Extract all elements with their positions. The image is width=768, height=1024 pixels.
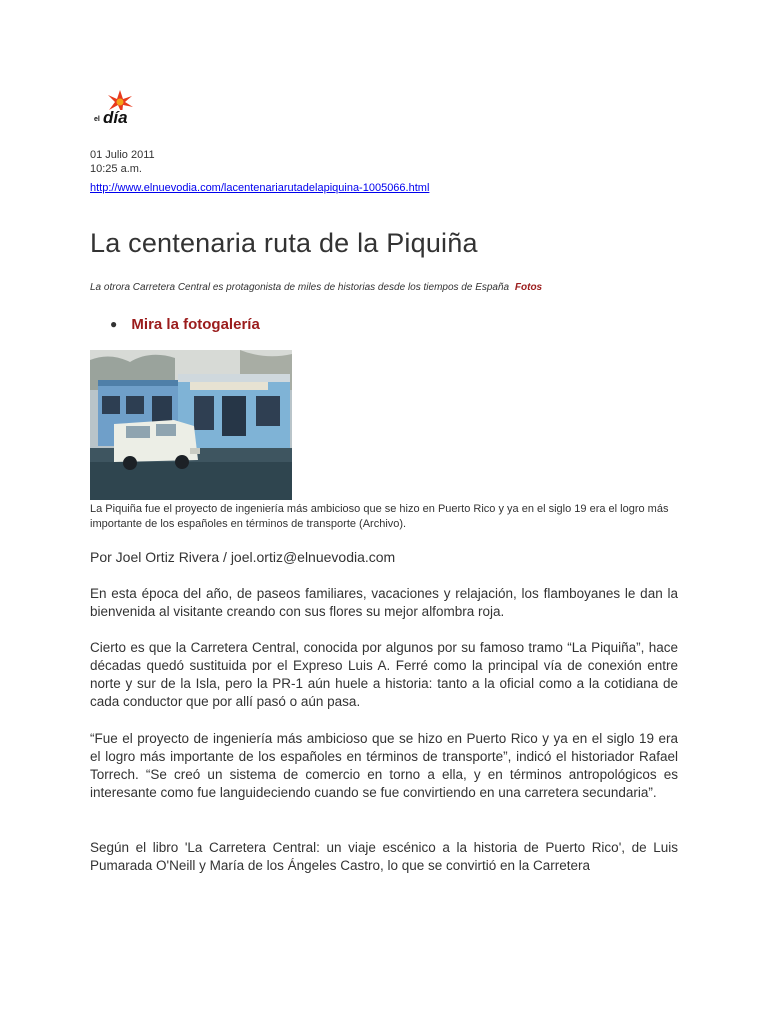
article-subtitle — [90, 282, 542, 293]
article-title: La centenaria ruta de la Piquiña — [90, 228, 478, 258]
svg-text:día: día — [103, 108, 128, 127]
article-paragraph: En esta época del año, de paseos familiares, vacaciones y relajación, los flamboyanes le dan la bienvenida al visitante creando con sus flores su mejor alfombra roja. — [90, 586, 678, 619]
article-paragraph: Según el libro 'La Carretera Central: un viaje escénico a la historia de Puerto Rico', de Luis Pumarada O'Neill y María de los Ángeles Castro, lo que se convirtió en la Carretera — [90, 840, 678, 873]
article-byline: Por Joel Ortiz Rivera / joel.ortiz@elnuevodia.com — [90, 549, 396, 565]
article-dateline — [90, 148, 155, 176]
fotos-link[interactable]: Fotos — [514, 282, 543, 293]
article-source-link[interactable]: http://www.elnuevodia.com/lacentenariarutadelapiquina-1005066.html — [90, 182, 430, 194]
photo-caption: La Piquiña fue el proyecto de ingeniería más ambicioso que se hizo en Puerto Rico y ya en el siglo 19 era el logro más importante de los españoles en términos de transporte (Archivo). — [90, 503, 669, 530]
article-date: 01 Julio 2011 — [90, 149, 155, 161]
article-paragraph: “Fue el proyecto de ingeniería más ambicioso que se hizo en Puerto Rico y ya en el siglo 19 era el logro más importante de los españoles en términos de transporte”, indicó el historiador Rafael Torrech. “Se creó un sistema de comercio en torno a ella, y en términos antropológicos es interesante como fue languideciendo cuando se fue convirtiendo en una carretera secundaria”. — [90, 731, 678, 800]
photo-gallery-item — [110, 316, 260, 333]
article-paragraph: Cierto es que la Carretera Central, conocida por algunos por su famoso tramo “La Piquiña”, hace décadas quedó sustituida por el Expreso Luis A. Ferré como la principal vía de conexión entre norte y sur de la Isla, pero la PR-1 aún huele a historia: tanto a la oficial como a la cotidiana de cada conductor que por allí pasó o aún pasa. — [90, 640, 678, 709]
svg-text:el: el — [94, 116, 100, 123]
article-subtitle-text: La otrora Carretera Central es protagonista de miles de historias desde los tiempos de España — [90, 282, 510, 293]
newspaper-logo[interactable] — [90, 88, 148, 128]
photo-gallery-link[interactable]: Mira la fotogalería — [131, 316, 260, 333]
article-time: 10:25 a.m. — [90, 163, 142, 175]
el-nuevo-dia-logo-icon — [90, 88, 148, 128]
article-photo — [90, 350, 292, 500]
bullet-icon: ● — [110, 317, 118, 331]
